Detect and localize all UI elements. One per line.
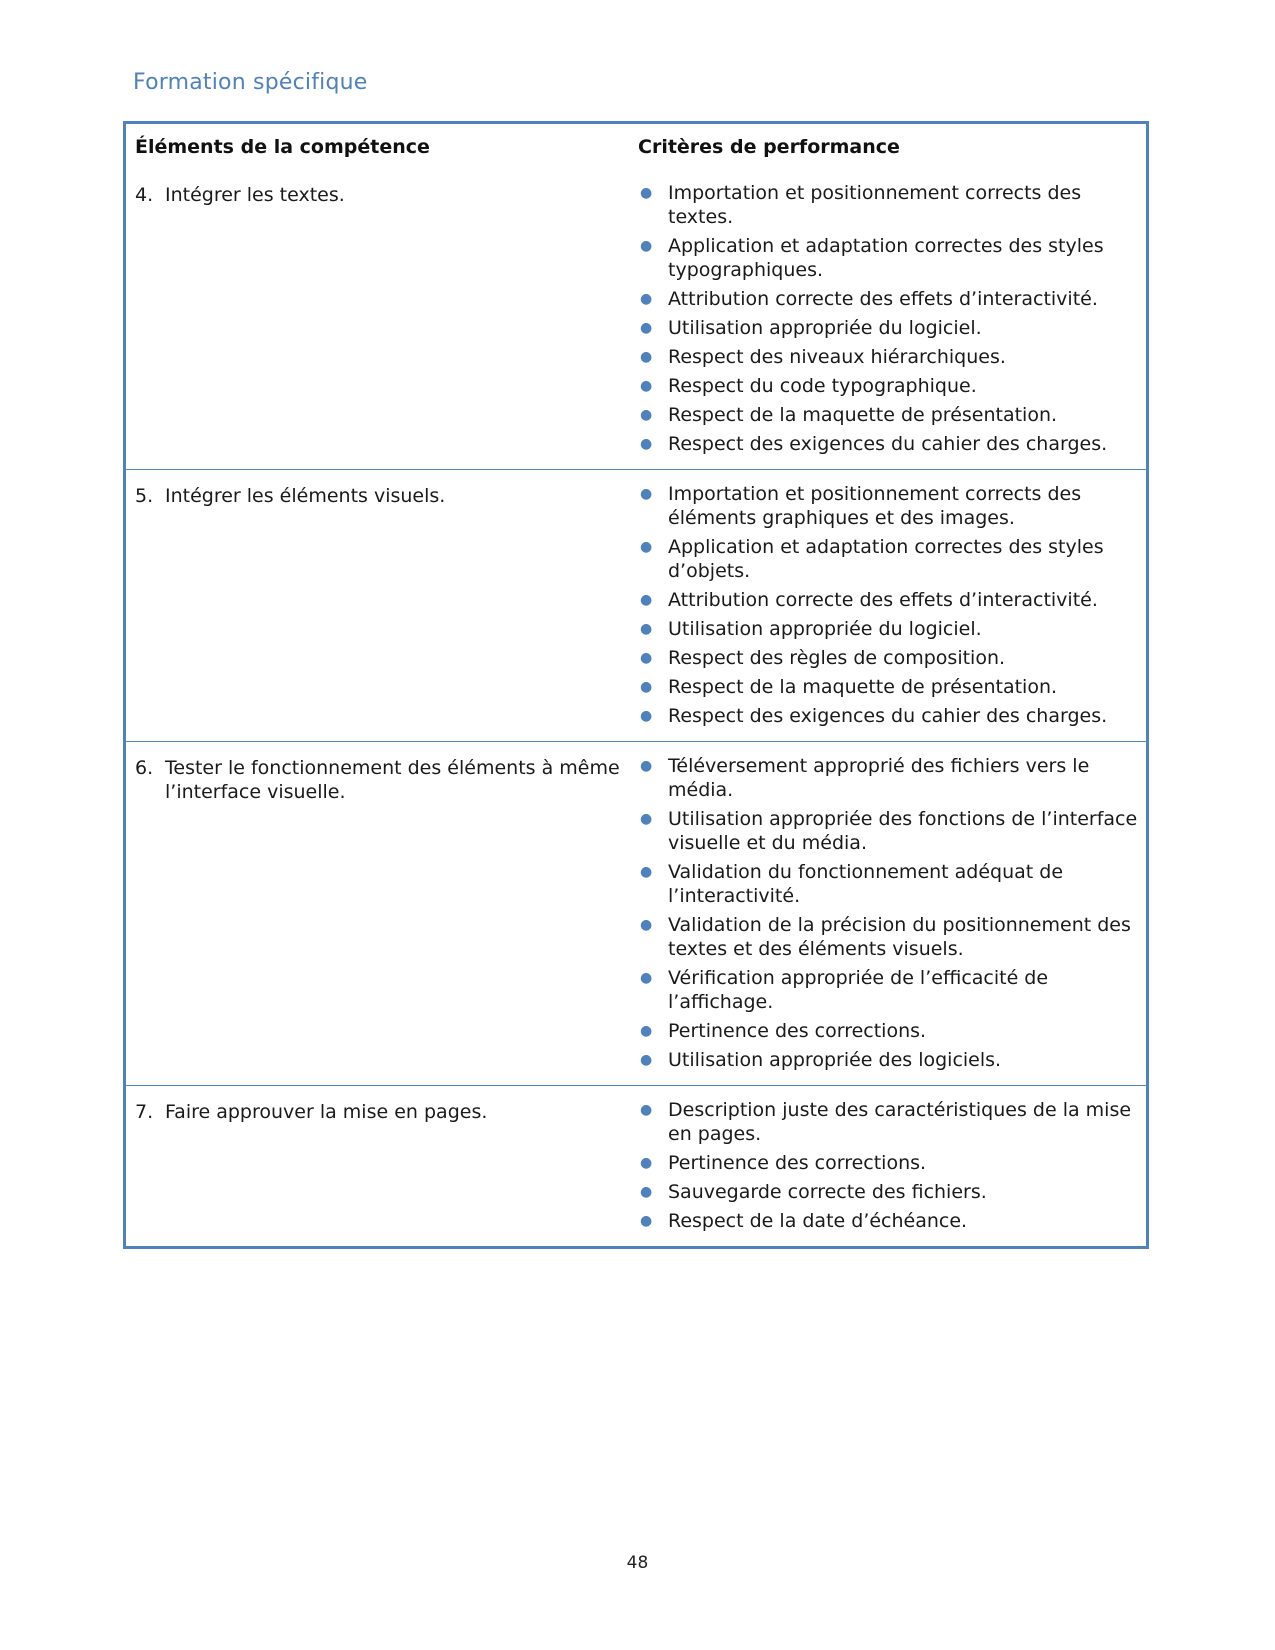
competency-table: [123, 121, 1149, 1249]
bullet-icon: ●: [640, 1155, 653, 1171]
criterion-item: [638, 913, 1140, 961]
criterion-item: [638, 482, 1140, 530]
bullet-icon: ●: [640, 486, 653, 502]
criterion-item: [638, 1019, 1140, 1043]
criterion-item: [638, 617, 1140, 641]
criterion-text: Utilisation appropriée du logiciel.: [668, 618, 982, 640]
criterion-item: [638, 181, 1140, 229]
criterion-text: Utilisation appropriée des logiciels.: [668, 1049, 1002, 1071]
table-header-row: [126, 124, 1146, 169]
element-text: Tester le fonctionnement des éléments à même l’interface visuelle.: [165, 757, 620, 803]
criterion-text: Respect des exigences du cahier des charges.: [668, 433, 1108, 455]
criterion-text: Respect du code typographique.: [668, 375, 977, 397]
bullet-icon: ●: [640, 378, 653, 394]
element-cell: [126, 169, 638, 469]
criterion-text: Téléversement approprié des fichiers vers le média.: [668, 755, 1090, 801]
bullet-icon: ●: [640, 436, 653, 452]
header-elements: Éléments de la compétence: [135, 135, 430, 158]
criterion-item: [638, 403, 1140, 427]
bullet-icon: ●: [640, 592, 653, 608]
criterion-item: [638, 860, 1140, 908]
competency-element: [135, 169, 638, 207]
bullet-icon: ●: [640, 1213, 653, 1229]
bullet-icon: ●: [640, 1052, 653, 1068]
criteria-cell: [638, 470, 1146, 741]
bullet-icon: ●: [640, 349, 653, 365]
header-criteria: Critères de performance: [638, 135, 900, 158]
element-cell: [126, 470, 638, 741]
criterion-item: [638, 374, 1140, 398]
bullet-icon: ●: [640, 1184, 653, 1200]
bullet-icon: ●: [640, 917, 653, 933]
criterion-text: Utilisation appropriée des fonctions de l’interface visuelle et du média.: [668, 808, 1138, 854]
criteria-cell: [638, 742, 1146, 1085]
criteria-list: [638, 1086, 1140, 1246]
criterion-text: Pertinence des corrections.: [668, 1020, 927, 1042]
bullet-icon: ●: [640, 864, 653, 880]
criteria-cell: [638, 1086, 1146, 1246]
bullet-icon: ●: [640, 1023, 653, 1039]
criterion-text: Respect de la date d’échéance.: [668, 1210, 968, 1232]
criterion-text: Sauvegarde correcte des fichiers.: [668, 1181, 987, 1203]
element-number: 5.: [135, 485, 154, 507]
bullet-icon: ●: [640, 291, 653, 307]
bullet-icon: ●: [640, 407, 653, 423]
bullet-icon: ●: [640, 320, 653, 336]
competency-element: [135, 1086, 638, 1124]
criterion-item: [638, 1048, 1140, 1072]
bullet-icon: ●: [640, 679, 653, 695]
competency-element: [135, 470, 638, 508]
criterion-text: Pertinence des corrections.: [668, 1152, 927, 1174]
criteria-list: [638, 470, 1140, 741]
table-body: [126, 169, 1146, 1246]
bullet-icon: ●: [640, 1102, 653, 1118]
criterion-text: Application et adaptation correctes des styles typographiques.: [668, 235, 1104, 281]
criterion-text: Importation et positionnement corrects des éléments graphiques et des images.: [668, 483, 1082, 529]
bullet-icon: ●: [640, 708, 653, 724]
element-text: Faire approuver la mise en pages.: [165, 1101, 488, 1123]
criterion-item: [638, 754, 1140, 802]
criterion-item: [638, 646, 1140, 670]
criterion-text: Utilisation appropriée du logiciel.: [668, 317, 982, 339]
bullet-icon: ●: [640, 811, 653, 827]
element-number: 7.: [135, 1101, 154, 1123]
page-number: 48: [626, 1553, 649, 1573]
criterion-text: Respect des niveaux hiérarchiques.: [668, 346, 1006, 368]
bullet-icon: ●: [640, 621, 653, 637]
bullet-icon: ●: [640, 185, 653, 201]
criterion-text: Validation du fonctionnement adéquat de l’interactivité.: [668, 861, 1064, 907]
criterion-item: [638, 1098, 1140, 1146]
criterion-text: Vérification appropriée de l’efficacité de l’affichage.: [668, 967, 1049, 1013]
criterion-text: Respect de la maquette de présentation.: [668, 676, 1058, 698]
criteria-list: [638, 169, 1140, 469]
criterion-item: [638, 316, 1140, 340]
criterion-text: Validation de la précision du positionnement des textes et des éléments visuels.: [668, 914, 1131, 960]
criteria-cell: [638, 169, 1146, 469]
criterion-item: [638, 535, 1140, 583]
table-row: [126, 1085, 1146, 1246]
table-row: [126, 469, 1146, 741]
bullet-icon: ●: [640, 238, 653, 254]
criterion-text: Respect de la maquette de présentation.: [668, 404, 1058, 426]
bullet-icon: ●: [640, 539, 653, 555]
bullet-icon: ●: [640, 970, 653, 986]
criterion-text: Attribution correcte des effets d’interactivité.: [668, 288, 1098, 310]
criterion-text: Respect des exigences du cahier des charges.: [668, 705, 1108, 727]
criterion-text: Description juste des caractéristiques de la mise en pages.: [668, 1099, 1132, 1145]
criterion-item: [638, 1180, 1140, 1204]
criterion-text: Attribution correcte des effets d’interactivité.: [668, 589, 1098, 611]
element-cell: [126, 1086, 638, 1246]
competency-element: [135, 742, 638, 804]
criterion-item: [638, 966, 1140, 1014]
criterion-item: [638, 234, 1140, 282]
element-cell: [126, 742, 638, 1085]
criterion-item: [638, 588, 1140, 612]
criterion-item: [638, 1151, 1140, 1175]
criterion-item: [638, 704, 1140, 728]
criterion-item: [638, 1209, 1140, 1233]
bullet-icon: ●: [640, 758, 653, 774]
element-text: Intégrer les textes.: [165, 184, 345, 206]
element-text: Intégrer les éléments visuels.: [165, 485, 446, 507]
table-row: [126, 741, 1146, 1085]
element-number: 4.: [135, 184, 154, 206]
criteria-list: [638, 742, 1140, 1085]
section-title: Formation spécifique: [133, 70, 368, 95]
criterion-text: Application et adaptation correctes des styles d’objets.: [668, 536, 1104, 582]
criterion-item: [638, 432, 1140, 456]
table-row: [126, 169, 1146, 469]
bullet-icon: ●: [640, 650, 653, 666]
criterion-item: [638, 345, 1140, 369]
criterion-text: Respect des règles de composition.: [668, 647, 1006, 669]
criterion-item: [638, 675, 1140, 699]
element-number: 6.: [135, 757, 154, 779]
criterion-item: [638, 807, 1140, 855]
criterion-text: Importation et positionnement corrects des textes.: [668, 182, 1082, 228]
criterion-item: [638, 287, 1140, 311]
